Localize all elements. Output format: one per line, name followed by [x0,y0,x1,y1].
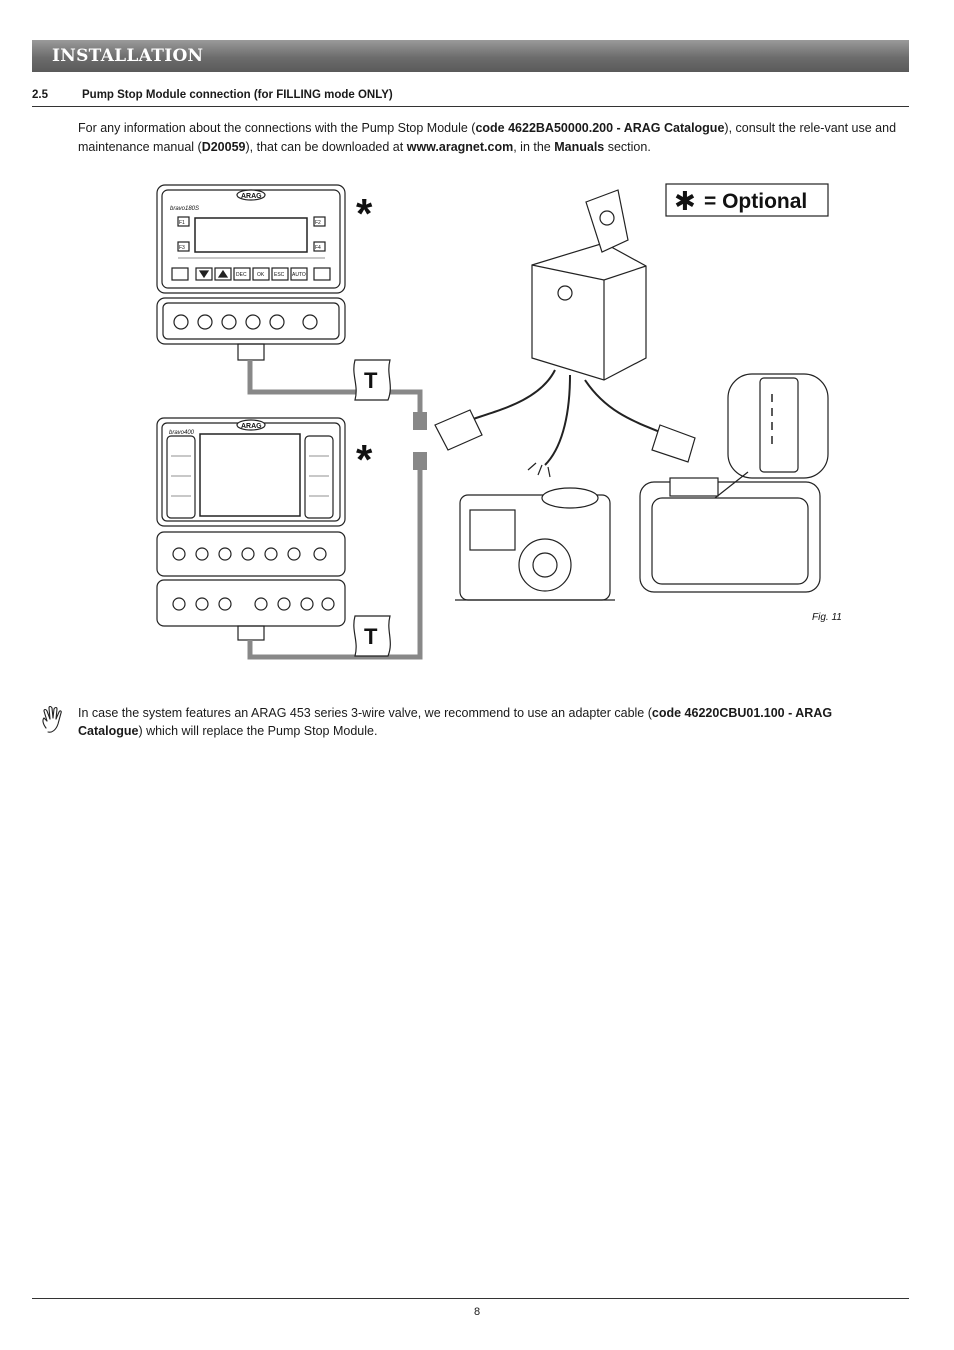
legend-symbol: ✱ [674,187,696,217]
key-esc: ESC [274,272,285,278]
brand-logo-top: ARAG [241,193,262,200]
figure-caption: Fig. 11 [812,612,842,623]
asterisk-top: * [356,190,373,237]
model-label-bottom: bravo400 [169,430,195,436]
adapter-cable-code: code 46220CBU01.100 - ARAG Catalogue [78,706,833,738]
pump-stop-module [532,190,646,380]
key-auto: AUTO [292,272,306,278]
page-number: 8 [473,1306,481,1318]
module-code: code 4622BA50000.200 - ARAG Catalogue [475,121,725,135]
intro-text: , in the [513,140,555,154]
hand-note-icon [40,706,66,736]
section-title: Pump Stop Module connection (for FILLING mode ONLY) [82,89,393,101]
connector-detail [715,374,828,498]
manual-code: D20059 [201,140,246,154]
engine-illustration [455,488,615,600]
key-f3: F3 [179,245,185,251]
note-text: ) which will replace the Pump Stop Module. [138,724,378,738]
key-ok: OK [257,272,265,278]
bravo-180s-monitor [157,185,345,293]
legend-text: = Optional [704,190,808,213]
intro-paragraph [78,119,898,157]
tee-label-top: T [364,368,378,393]
valve-illustration [640,478,820,592]
key-f4: F4 [315,245,321,251]
chapter-title: INSTALLATION [52,46,204,66]
valve-control-unit [157,298,345,360]
tee-label-bottom: T [364,624,378,649]
section-heading [32,89,909,107]
section-number: 2.5 [32,89,48,101]
brand-logo-bottom: ARAG [241,423,262,430]
intro-text: ), that can be downloaded at [245,140,407,154]
wiring-diagram [150,180,850,670]
key-f2: F2 [315,220,321,226]
key-dec: DEC [236,272,247,278]
manuals-section: Manuals [554,140,605,154]
note-text: In case the system features an ARAG 453 series 3-wire valve, we recommend to use an adapter cable ( [78,706,652,720]
intro-text: For any information about the connections with the Pump Stop Module ( [78,121,476,135]
chapter-banner [32,40,909,72]
intro-text: ), consult the rele-vant use and maintenance manual ( [78,121,897,154]
note-paragraph [78,704,898,740]
key-f1: F1 [179,220,185,226]
asterisk-bottom: * [356,436,373,483]
bravo-400-monitor [157,418,345,640]
model-label-top: bravo180S [170,206,200,212]
footer-rule [32,1298,909,1299]
website-link[interactable]: www.aragnet.com [406,140,514,154]
intro-text: section. [604,140,651,154]
